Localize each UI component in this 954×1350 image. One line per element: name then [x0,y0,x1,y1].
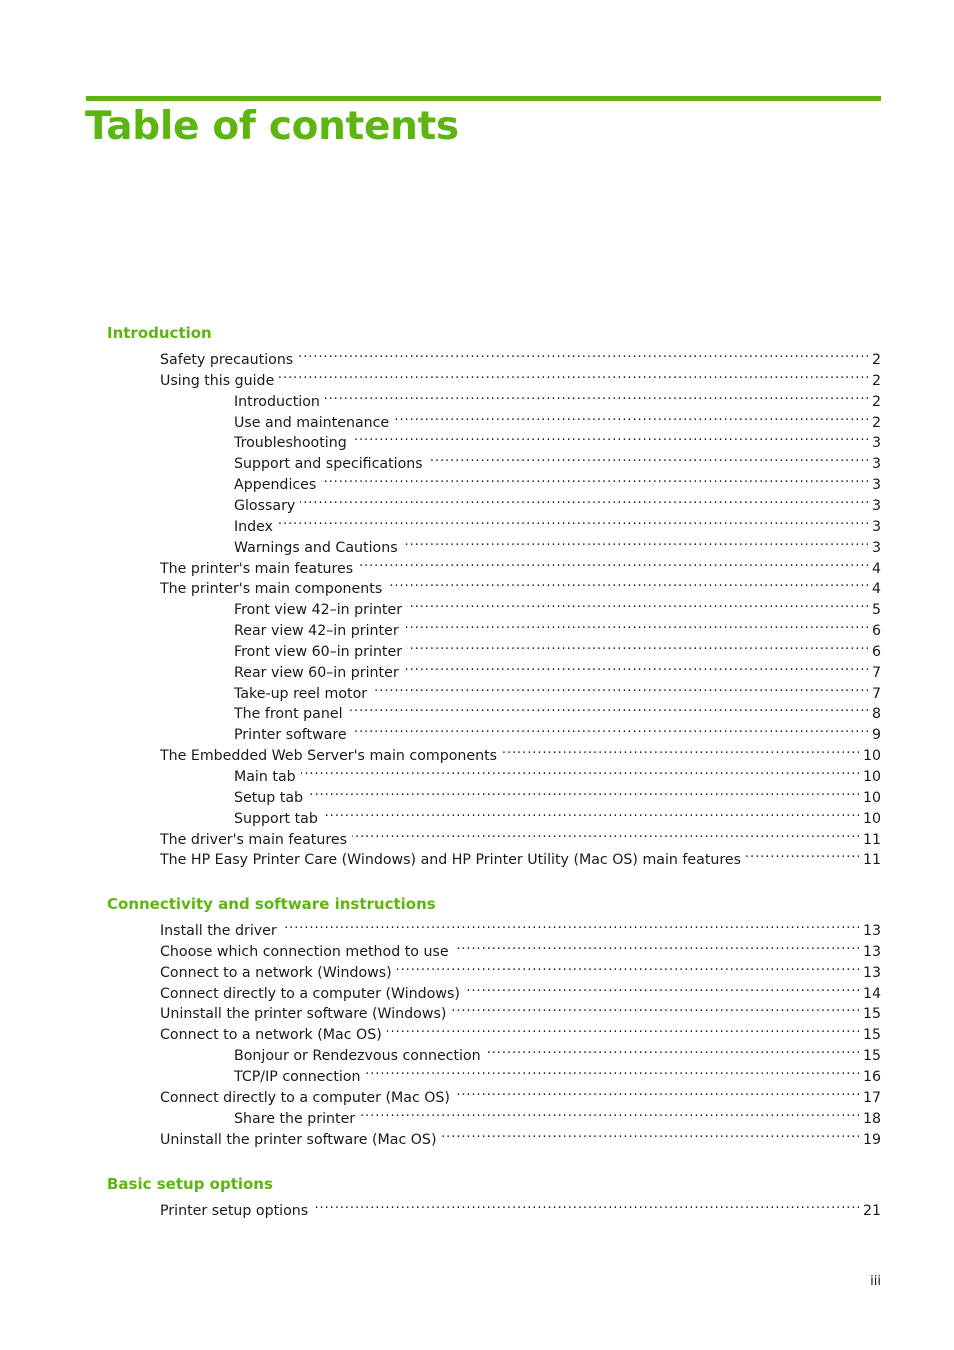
toc-entry-label: Printer software [234,727,347,744]
toc-entry-page: 8 [871,706,881,723]
dot-leader [451,998,859,1018]
toc-entry-label: Share the printer [234,1110,356,1127]
toc-entry-page: 2 [871,372,881,389]
toc-subentry[interactable] [234,803,881,827]
toc-entry[interactable] [160,915,881,939]
toc-entry-label: TCP/IP connection [234,1068,361,1085]
toc-subentry[interactable] [234,511,881,535]
toc-entry-label: Connect to a network (Mac OS) [160,1027,382,1044]
toc-entry[interactable] [160,365,881,389]
toc-entry-label: Rear view 42–in printer [234,623,399,640]
toc-entry-page: 3 [871,477,881,494]
dot-leader [352,719,868,739]
dot-leader [403,532,868,552]
dot-leader [407,594,868,614]
dot-leader [465,978,859,998]
toc-entry-label: Printer setup options [160,1203,309,1219]
toc-entry[interactable] [160,978,881,1002]
toc-entry-page: 3 [871,435,881,452]
toc-entry-page: 14 [862,985,881,1002]
dot-leader [454,936,859,956]
toc-subentry[interactable] [234,490,881,514]
dot-leader [352,427,868,447]
toc-entry-page: 3 [871,497,881,514]
toc-entry-label: Setup tab [234,789,304,806]
toc-entry[interactable] [160,740,881,765]
toc-entry[interactable] [160,824,881,848]
toc-entry[interactable] [160,573,881,598]
dot-leader [308,782,859,802]
toc-entry-label: The driver's main features [160,831,348,848]
dot-leader [298,344,868,364]
toc-entry-label: Take-up reel motor [234,685,368,702]
toc-subentry[interactable] [234,1040,881,1065]
toc-subentry[interactable] [234,1061,881,1085]
toc-entry[interactable] [160,998,881,1023]
dot-leader [404,615,868,635]
toc-entry-label: Rear view 60–in printer [234,664,399,681]
toc-entry-page: 18 [862,1110,881,1127]
toc-subentry[interactable] [234,1103,881,1127]
section-heading[interactable]: Connectivity and software instructions [107,895,436,913]
toc-entry-label: Using this guide [160,372,275,389]
toc-entry-page: 10 [862,810,881,827]
toc-entry-label: Front view 42–in printer [234,602,403,619]
toc-entry-page: 11 [862,831,881,848]
toc-entry-label: Front view 60–in printer [234,643,403,660]
toc-subentry[interactable] [234,427,881,452]
dot-leader [394,407,868,427]
toc-entry-page: 19 [862,1131,881,1148]
dot-leader [455,1082,859,1102]
dot-leader [387,573,868,593]
toc-entry-page: 10 [862,789,881,806]
toc-subentry[interactable] [234,407,881,431]
toc-subentry[interactable] [234,698,881,723]
toc-entry-page: 2 [871,352,881,368]
toc-entry-label: Glossary [234,497,296,514]
dot-leader [397,957,859,977]
dot-leader [279,365,868,385]
toc-entry-label: The Embedded Web Server's main components [160,748,498,765]
toc-entry-page: 2 [871,393,881,410]
toc-entry-label: Warnings and Cautions [234,539,398,556]
toc-entry-page: 6 [871,623,881,640]
toc-entry-page: 6 [871,643,881,660]
dot-leader [746,844,859,864]
dot-leader [301,761,859,781]
dot-leader [366,1061,859,1081]
toc-entry-label: The HP Easy Printer Care (Windows) and HP Printer Utility (Mac OS) main features [160,852,742,869]
toc-entry-label: Uninstall the printer software (Windows) [160,1006,447,1023]
toc-entry-page: 11 [862,852,881,869]
dot-leader [352,824,859,844]
toc-entry-label: Support tab [234,810,318,827]
toc-entry[interactable] [160,1195,881,1219]
toc-entry-label: The printer's main features [160,560,354,577]
dot-leader [278,511,868,531]
toc-subentry[interactable] [234,469,881,494]
toc-subentry[interactable] [234,761,881,785]
toc-entry-label: Troubleshooting [234,435,347,452]
dot-leader [360,1103,859,1123]
toc-entry[interactable] [160,553,881,577]
dot-leader [358,553,868,573]
toc-subentry[interactable] [234,657,881,681]
page-title: Table of contents [85,104,459,149]
toc-entry[interactable] [160,1082,881,1106]
toc-entry-label: Bonjour or Rendezvous connection [234,1048,481,1065]
dot-leader [407,636,868,656]
dot-leader [313,1195,859,1215]
dot-leader [321,469,868,489]
toc-entry-page: 15 [862,1048,881,1065]
dot-leader [372,678,868,698]
toc-entry-label: Introduction [234,393,320,410]
toc-entry-page: 15 [862,1006,881,1023]
toc-entry-page: 9 [871,727,881,744]
toc-entry-page: 17 [862,1089,881,1106]
toc-subentry[interactable] [234,594,881,619]
toc-entry[interactable] [160,1124,881,1148]
toc-entry[interactable] [160,844,881,869]
toc-entry-page: 4 [871,560,881,577]
toc-subentry[interactable] [234,448,881,473]
toc-entry-label: Support and specifications [234,456,423,473]
dot-leader [387,1019,859,1039]
dot-leader [404,657,868,677]
toc-entry-page: 5 [871,602,881,619]
section-heading[interactable]: Introduction [107,324,212,342]
toc-entry-page: 3 [871,518,881,535]
dot-leader [300,490,868,510]
toc-entry-page: 15 [862,1027,881,1044]
toc-entry-label: Connect directly to a computer (Mac OS) [160,1089,450,1106]
toc-entry-page: 7 [871,685,881,702]
toc-entry-page: 13 [862,943,881,960]
toc-entry-label: Connect directly to a computer (Windows) [160,985,460,1002]
toc-entry-label: Connect to a network (Windows) [160,964,392,981]
toc-entry-label: Safety precautions [160,352,294,368]
toc-entry-label: Choose which connection method to use [160,943,449,960]
dot-leader [428,448,868,468]
toc-entry-label: The printer's main components [160,581,383,598]
dot-leader [348,698,868,718]
toc-entry[interactable] [160,957,881,981]
toc-entry-page: 13 [862,964,881,981]
dot-leader [441,1124,858,1144]
toc-subentry[interactable] [234,532,881,556]
dot-leader [486,1040,859,1060]
toc-entry[interactable] [160,344,881,368]
toc-subentry[interactable] [234,678,881,702]
toc-entry-label: Appendices [234,477,317,494]
toc-entry[interactable] [160,1019,881,1044]
dot-leader [502,740,859,760]
toc-subentry[interactable] [234,719,881,744]
toc-entry-label: Uninstall the printer software (Mac OS) [160,1131,437,1148]
toc-entry-page: 10 [862,769,881,785]
dot-leader [282,915,859,935]
toc-subentry[interactable] [234,386,881,410]
toc-entry-label: Main tab [234,769,296,785]
section-heading[interactable]: Basic setup options [107,1175,273,1193]
toc-entry-page: 13 [862,923,881,939]
toc-entry-page: 3 [871,539,881,556]
toc-entry-page: 16 [862,1068,881,1085]
toc-entry-page: 3 [871,456,881,473]
toc-entry-label: Install the driver [160,923,277,939]
toc-entry-page: 10 [862,748,881,765]
toc-entry-label: Use and maintenance [234,414,390,431]
toc-entry-label: The front panel [234,706,343,723]
toc-subentry[interactable] [234,636,881,660]
toc-entry-page: 21 [862,1203,881,1219]
toc-subentry[interactable] [234,615,881,640]
toc-entry-page: 2 [871,414,881,431]
footer-page-number: iii [870,1274,881,1289]
toc-entry-page: 7 [871,664,881,681]
dot-leader [325,386,868,406]
toc-subentry[interactable] [234,782,881,806]
toc-entry[interactable] [160,936,881,960]
dot-leader [323,803,859,823]
toc-entry-page: 4 [871,581,881,598]
toc-entry-label: Index [234,518,274,535]
